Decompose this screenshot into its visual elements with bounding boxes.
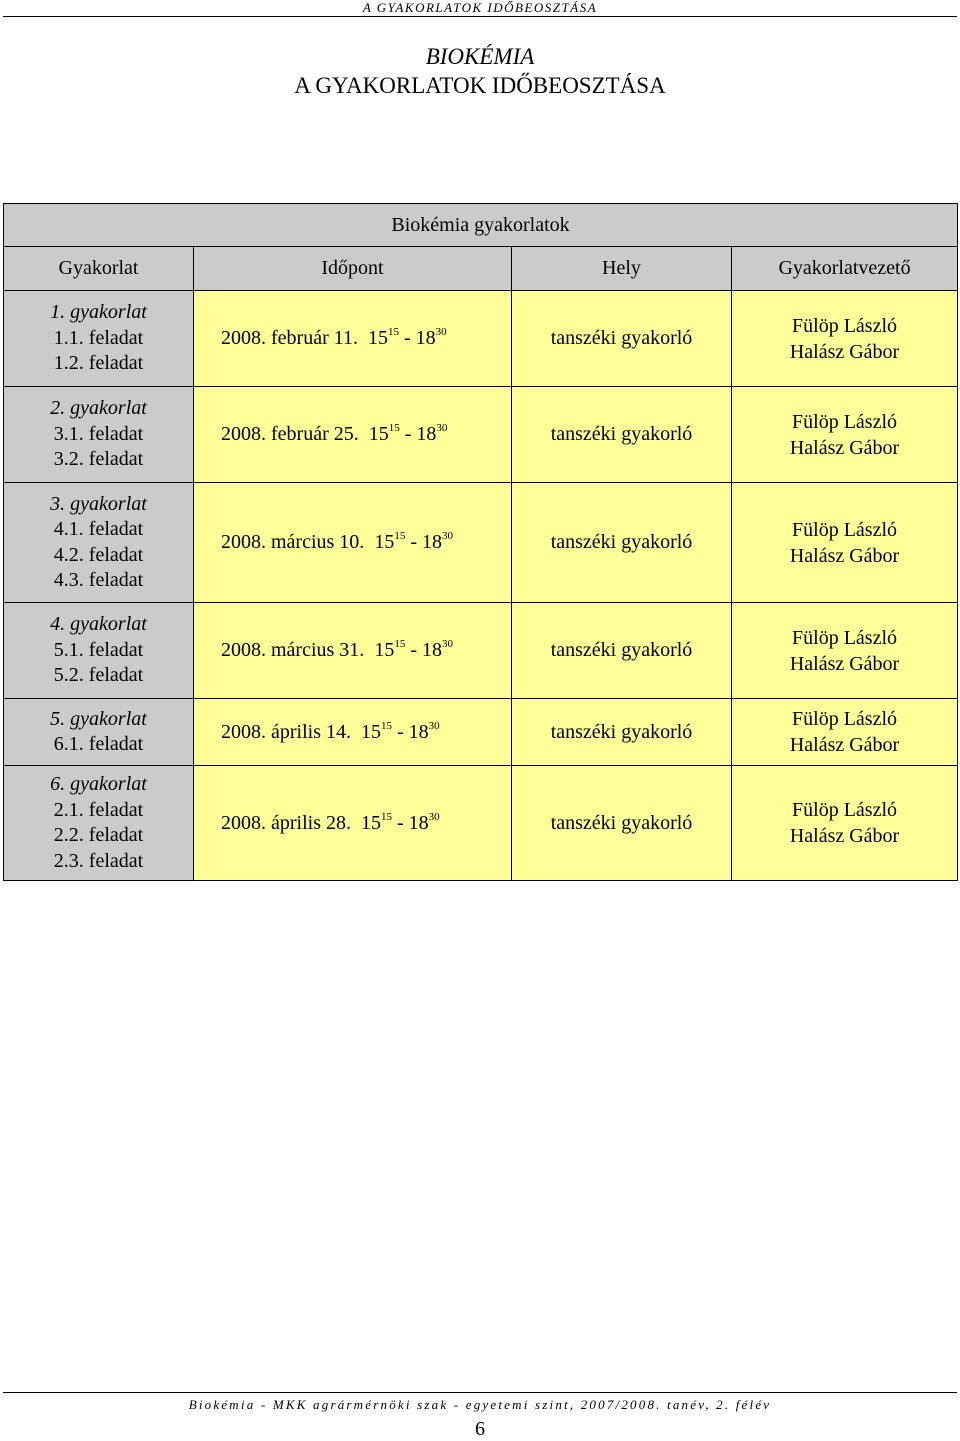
instructor-name: Fülöp László [792, 626, 898, 649]
task-label: 2.1. feladat [53, 798, 144, 821]
time-cell [194, 766, 512, 881]
time-separator: - [392, 720, 409, 743]
practice-cell [4, 291, 194, 387]
time-end-hour: 18 [421, 531, 442, 553]
practice-cell [4, 387, 194, 483]
instructor-name: Halász Gábor [789, 825, 900, 847]
instructor-cell [732, 699, 958, 766]
time-end-min: 30 [436, 422, 448, 434]
column-header-place: Hely [512, 247, 732, 291]
task-label: 1.1. feladat [53, 326, 144, 349]
time-start-min: 15 [394, 530, 406, 542]
place-cell: tanszéki gyakorló [512, 387, 732, 483]
time-separator: - [399, 327, 416, 349]
time-start-hour: 15 [368, 423, 389, 445]
time-separator: - [392, 811, 409, 834]
practice-cell [4, 603, 194, 699]
page-number: 6 [475, 1418, 485, 1440]
place-cell: tanszéki gyakorló [512, 699, 732, 766]
table-caption: Biokémia gyakorlatok [4, 204, 958, 247]
time-start-min: 15 [394, 638, 406, 650]
instructor-name: Fülöp László [792, 410, 898, 433]
time-cell [194, 699, 512, 766]
task-label: 4.2. feladat [53, 543, 144, 566]
task-label: 5.1. feladat [53, 638, 144, 661]
time-start-min: 15 [381, 810, 392, 823]
task-label: 1.2. feladat [53, 352, 144, 375]
instructor-name: Halász Gábor [789, 340, 900, 363]
practice-name: 3. gyakorlat [50, 492, 147, 515]
footer-rule [3, 1392, 957, 1393]
practice-cell [4, 699, 194, 766]
title-line-2: A GYAKORLATOK IDŐBEOSZTÁSA [294, 73, 666, 98]
time-end-min: 30 [435, 326, 447, 338]
practice-name: 5. gyakorlat [50, 707, 147, 730]
place-cell: tanszéki gyakorló [512, 291, 732, 387]
task-label: 5.2. feladat [53, 664, 144, 687]
practice-name: 4. gyakorlat [50, 613, 147, 636]
date-text: 2008. február 11. [221, 327, 358, 349]
time-start-hour: 15 [368, 327, 388, 349]
instructor-cell [732, 603, 958, 699]
place-cell: tanszéki gyakorló [512, 483, 732, 603]
practice-cell [4, 766, 194, 881]
table-row [4, 387, 958, 483]
column-header-practice: Gyakorlat [4, 247, 194, 291]
time-end-hour: 18 [408, 720, 429, 743]
instructor-name: Halász Gábor [789, 734, 900, 756]
time-start-min: 15 [388, 422, 400, 434]
time-separator: - [405, 531, 422, 553]
place-cell: tanszéki gyakorló [512, 603, 732, 699]
page-title [0, 42, 960, 100]
instructor-name: Halász Gábor [789, 544, 900, 567]
table-row [4, 483, 958, 603]
date-text: 2008. február 25. [221, 423, 359, 445]
time-cell [194, 387, 512, 483]
running-header: A GYAKORLATOK IDŐBEOSZTÁSA [362, 0, 598, 15]
date-text: 2008. április 28. [221, 811, 351, 834]
practice-cell [4, 483, 194, 603]
time-end-min: 30 [428, 810, 440, 823]
time-end-hour: 18 [416, 423, 437, 445]
task-label: 2.3. feladat [53, 849, 144, 872]
header-rule [3, 16, 957, 17]
time-end-hour: 18 [408, 811, 429, 834]
time-cell [194, 603, 512, 699]
column-header-instructor: Gyakorlatvezető [732, 247, 958, 291]
time-start-min: 15 [381, 719, 392, 732]
time-start-hour: 15 [361, 720, 381, 743]
time-cell [194, 483, 512, 603]
table-row [4, 766, 958, 881]
practice-name: 2. gyakorlat [50, 397, 147, 420]
place-cell: tanszéki gyakorló [512, 766, 732, 881]
time-end-min: 30 [441, 638, 453, 650]
instructor-cell [732, 387, 958, 483]
date-text: 2008. március 10. [221, 531, 365, 553]
practice-name: 1. gyakorlat [50, 301, 147, 324]
time-end-min: 30 [428, 719, 440, 732]
instructor-cell [732, 291, 958, 387]
task-label: 6.1. feladat [53, 733, 144, 755]
instructor-cell [732, 766, 958, 881]
instructor-name: Halász Gábor [789, 652, 900, 675]
instructor-name: Fülöp László [792, 708, 898, 730]
instructor-cell [732, 483, 958, 603]
footer-text: Biokémia - MKK agrármérnöki szak - egyetemi szint, 2007/2008. tanév, 2. félév [188, 1397, 772, 1412]
time-end-hour: 18 [421, 639, 442, 661]
table-row [4, 699, 958, 766]
time-end-min: 30 [441, 530, 453, 542]
practice-name: 6. gyakorlat [50, 773, 147, 795]
instructor-name: Fülöp László [792, 518, 898, 541]
table-row [4, 291, 958, 387]
time-separator: - [405, 639, 422, 661]
instructor-name: Fülöp László [792, 799, 898, 821]
task-label: 2.2. feladat [53, 824, 144, 846]
task-label: 4.1. feladat [53, 518, 144, 540]
time-start-min: 15 [388, 326, 399, 338]
table-row [4, 603, 958, 699]
time-start-hour: 15 [374, 639, 395, 661]
task-label: 4.3. feladat [53, 569, 144, 591]
date-text: 2008. április 14. [221, 720, 351, 743]
time-cell [194, 291, 512, 387]
instructor-name: Halász Gábor [789, 436, 900, 459]
time-separator: - [399, 423, 417, 445]
task-label: 3.2. feladat [53, 448, 144, 471]
instructor-name: Fülöp László [792, 314, 898, 337]
column-header-time: Időpont [194, 247, 512, 291]
date-text: 2008. március 31. [221, 639, 365, 661]
time-end-hour: 18 [415, 327, 436, 349]
time-start-hour: 15 [374, 531, 395, 553]
task-label: 3.1. feladat [53, 422, 144, 445]
title-line-1: BIOKÉMIA [425, 44, 535, 69]
time-start-hour: 15 [361, 811, 381, 834]
schedule-table [3, 203, 958, 881]
